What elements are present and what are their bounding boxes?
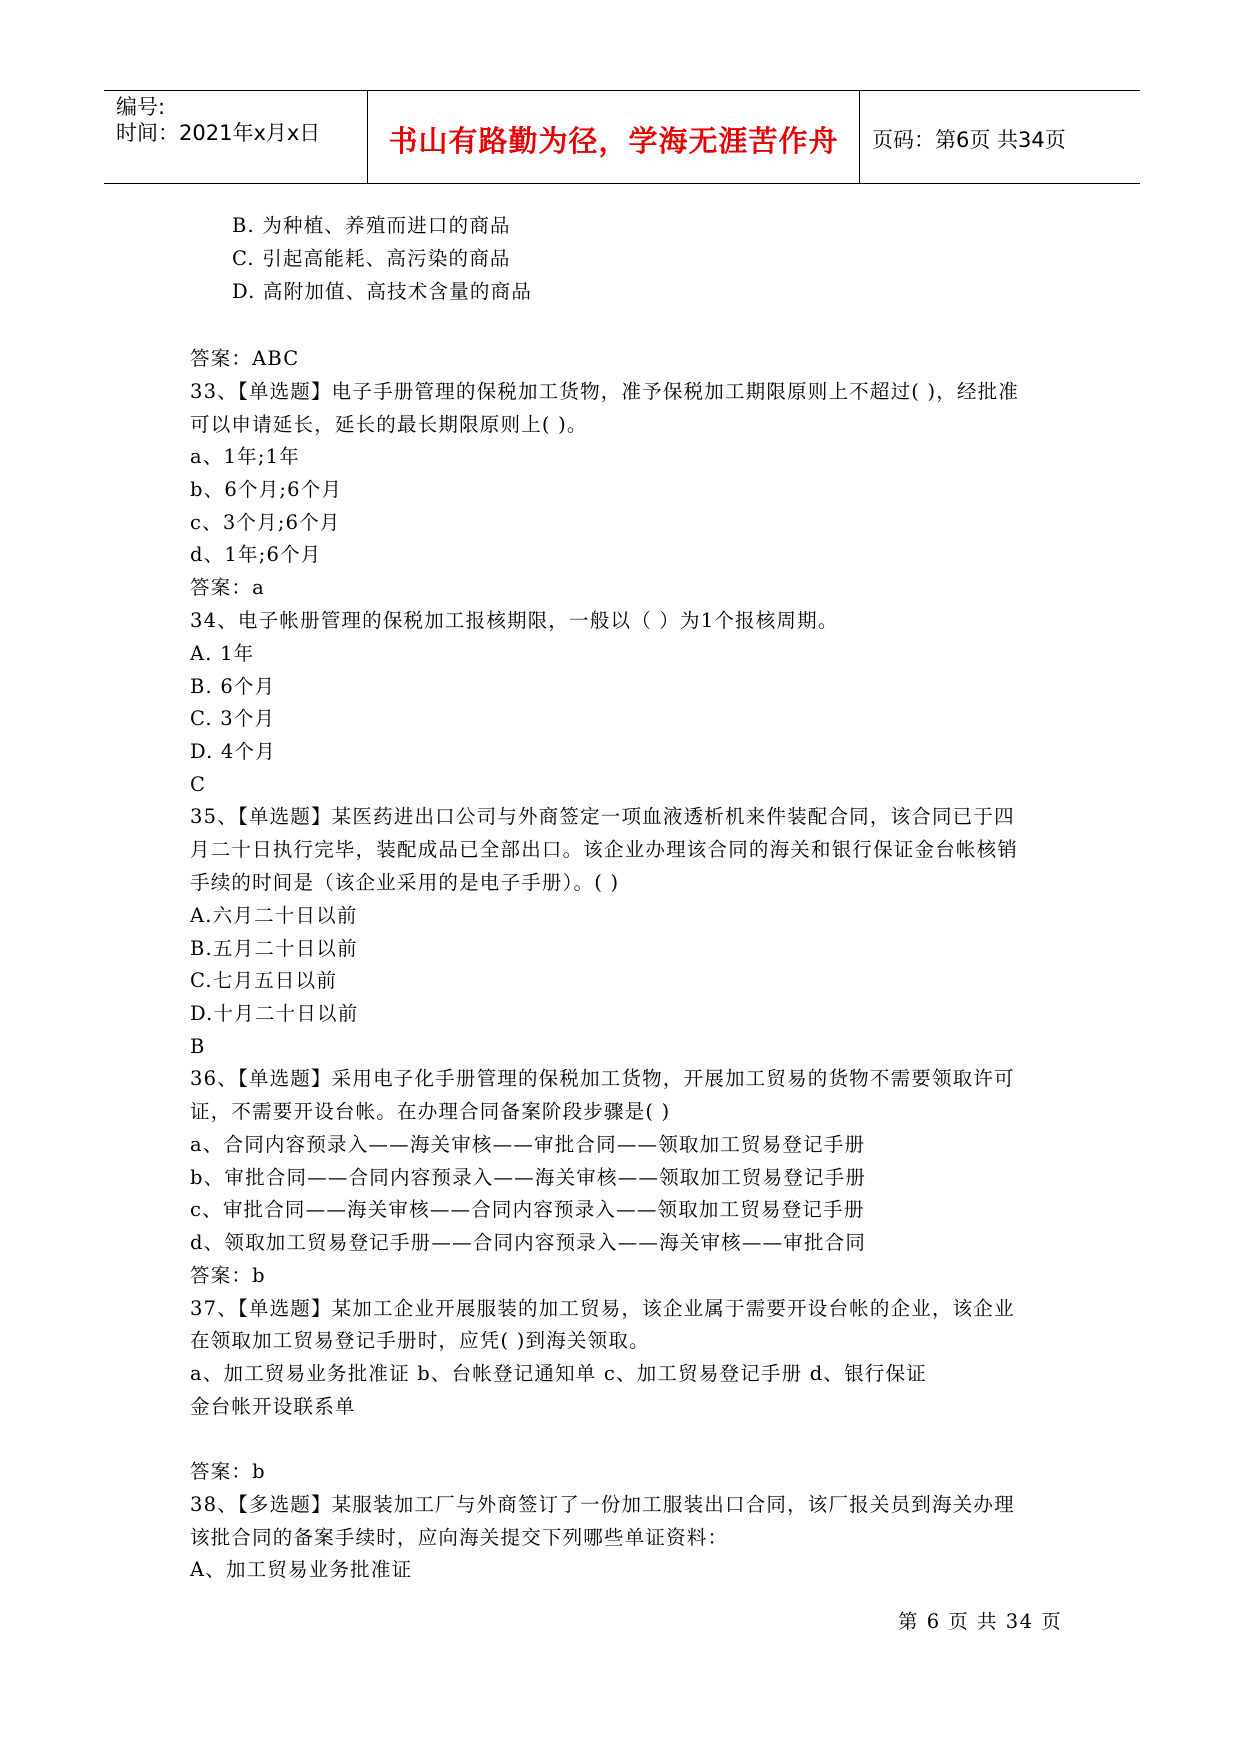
option-line: A、加工贸易业务批准证 — [190, 1558, 413, 1581]
answer-line: 答案：b — [190, 1460, 266, 1483]
option-line: c、审批合同——海关审核——合同内容预录入——领取加工贸易登记手册 — [190, 1198, 865, 1221]
text-line: D. 高附加值、高技术含量的商品 — [232, 280, 533, 303]
option-line: a、合同内容预录入——海关审核——审批合同——领取加工贸易登记手册 — [190, 1133, 866, 1156]
answer-line: 答案：ABC — [190, 347, 300, 370]
document-number-label: 编号: — [116, 95, 166, 119]
question-line: 38、【多选题】某服装加工厂与外商签订了一份加工服装出口合同，该厂报关员到海关办理 — [190, 1493, 1015, 1516]
option-line: a、加工贸易业务批准证 b、台帐登记通知单 c、加工贸易登记手册 d、银行保证 — [190, 1362, 927, 1385]
option-line: B.五月二十日以前 — [190, 937, 358, 960]
answer-line: C — [190, 773, 207, 796]
option-line: b、审批合同——合同内容预录入——海关审核——领取加工贸易登记手册 — [190, 1166, 867, 1189]
header-info-cell — [104, 91, 368, 183]
header-motto-cell — [368, 91, 860, 183]
option-line: C.七月五日以前 — [190, 969, 338, 992]
option-line: A. 1年 — [190, 642, 255, 665]
answer-line: 答案：a — [190, 576, 265, 599]
question-line: 可以申请延长，延长的最长期限原则上( )。 — [190, 413, 588, 436]
question-line: 月二十日执行完毕，装配成品已全部出口。该企业办理该合同的海关和银行保证金台帐核销 — [190, 838, 1019, 861]
option-line: d、1年;6个月 — [190, 543, 322, 566]
question-line: 36、【单选题】采用电子化手册管理的保税加工货物，开展加工贸易的货物不需要领取许可 — [190, 1067, 1015, 1090]
answer-line: 答案：b — [190, 1264, 266, 1287]
question-line: 证，不需要开设台帐。在办理合同备案阶段步骤是( ) — [190, 1100, 671, 1123]
question-line: 在领取加工贸易登记手册时，应凭( )到海关领取。 — [190, 1329, 650, 1352]
question-line: 37、【单选题】某加工企业开展服装的加工贸易，该企业属于需要开设台帐的企业，该企业 — [190, 1297, 1015, 1320]
text-line: C. 引起高能耗、高污染的商品 — [232, 247, 511, 270]
option-line: D. 4个月 — [190, 740, 276, 763]
option-line: c、3个月;6个月 — [190, 511, 341, 534]
option-line: d、领取加工贸易登记手册——合同内容预录入——海关审核——审批合同 — [190, 1231, 867, 1254]
motto-text: 书山有路勤为径，学海无涯苦作舟 — [388, 124, 839, 158]
option-line: D.十月二十日以前 — [190, 1002, 359, 1025]
option-line: C. 3个月 — [190, 707, 276, 730]
page-header — [104, 90, 1140, 184]
option-line: a、1年;1年 — [190, 445, 300, 468]
document-time-label: 时间：2021年x月x日 — [116, 121, 321, 145]
question-line: 手续的时间是（该企业采用的是电子手册）。( ) — [190, 871, 620, 894]
question-line: 35、【单选题】某医药进出口公司与外商签定一项血液透析机来件装配合同，该合同已于四 — [190, 805, 1015, 828]
option-line: b、6个月;6个月 — [190, 478, 343, 501]
option-line: 金台帐开设联系单 — [190, 1395, 356, 1418]
option-line: A.六月二十日以前 — [190, 904, 358, 927]
question-line: 33、【单选题】电子手册管理的保税加工货物，准予保税加工期限原则上不超过( )，经批准 — [190, 380, 1020, 403]
header-page-cell — [860, 91, 1140, 183]
question-line: 34、电子帐册管理的保税加工报核期限，一般以（ ）为1个报核周期。 — [190, 609, 839, 632]
page-footer: 第 6 页 共 34 页 — [898, 1610, 1063, 1633]
question-line: 该批合同的备案手续时，应向海关提交下列哪些单证资料： — [190, 1526, 729, 1549]
answer-line: B — [190, 1035, 206, 1058]
option-line: B. 6个月 — [190, 675, 276, 698]
page-code: 页码：第6页 共34页 — [872, 128, 1066, 152]
text-line: B. 为种植、养殖而进口的商品 — [232, 214, 511, 237]
